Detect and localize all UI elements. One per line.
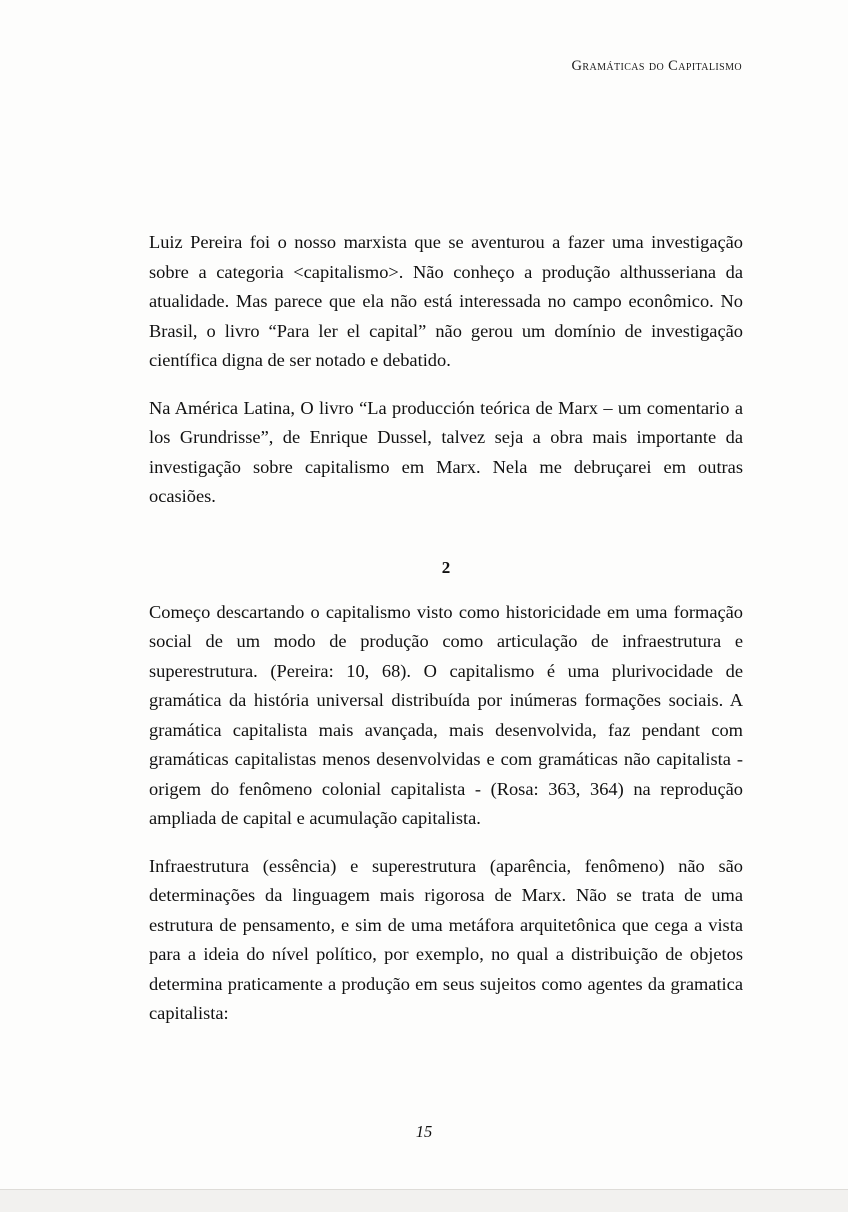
running-head: Gramáticas do Capitalismo	[571, 58, 742, 74]
paragraph: Começo descartando o capitalismo visto como historicidade em uma formação social de um modo de produção como articulação de infraestrutura e superestrutura. (Pereira: 10, 68). O capitalismo é uma plurivocidade de gramática da história universal distribuída por inúmeras formações sociais. A gramática capitalista mais avançada, mais desenvolvida, faz pendant com gramáticas capitalistas menos desenvolvidas e com gramáticas não capitalista - origem do fenômeno colonial capitalista - (Rosa: 363, 364) na reprodução ampliada de capital e acumulação capitalista.	[149, 601, 743, 828]
paragraph: Infraestrutura (essência) e superestrutura (aparência, fenômeno) não são determinações da linguagem mais rigorosa de Marx. Não se trata de uma estrutura de pensamento, e sim de uma metáfora arquitetônica que cega a vista para a ideia do nível político, por exemplo, no qual a distribuição de objetos determina praticamente a produção em seus sujeitos como agentes da gramatica capitalista:	[149, 855, 743, 1023]
page-edge	[0, 1189, 848, 1212]
paragraph: Luiz Pereira foi o nosso marxista que se aventurou a fazer uma investigação sobre a categoria <capitalismo>. Não conheço a produção althusseriana da atualidade. Mas parece que ela não está interessada no campo econômico. No Brasil, o livro “Para ler el capital” não gerou um domínio de investigação científica digna de ser notado e debatido.	[149, 232, 743, 370]
paragraph: Na América Latina, O livro “La producción teórica de Marx – um comentario a los Grundrisse”, de Enrique Dussel, talvez seja a obra mais importante da investigação sobre capitalismo em Marx. Nela me debruçarei em outras ocasiões.	[149, 397, 743, 506]
page-number: 15	[415, 1122, 433, 1141]
page-body	[149, 228, 743, 1029]
section-number: 2	[441, 557, 451, 577]
